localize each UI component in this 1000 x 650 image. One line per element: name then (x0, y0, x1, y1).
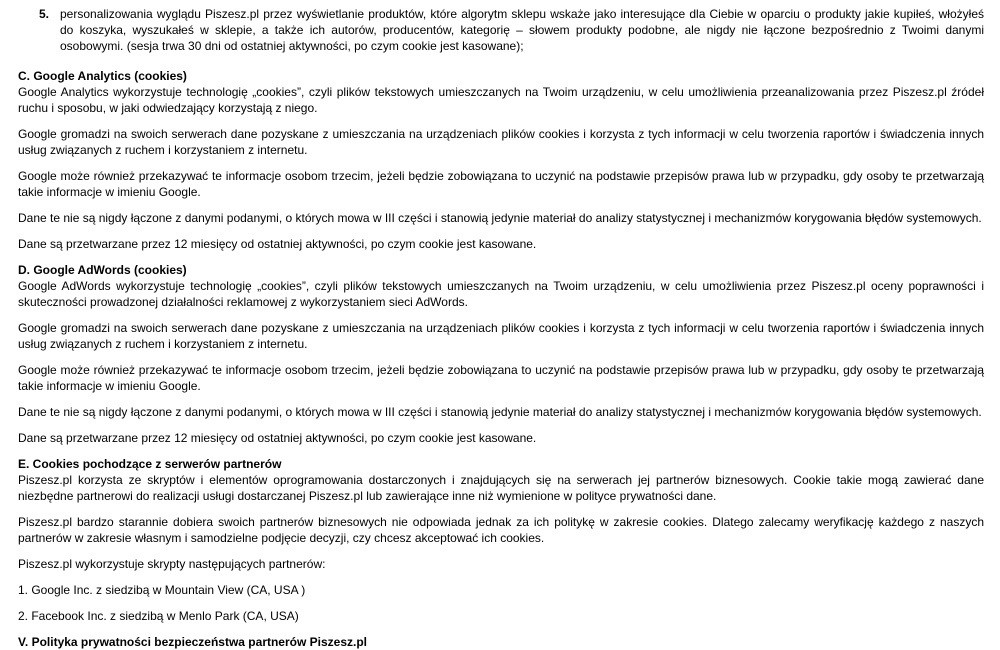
section-partner-cookies (18, 456, 984, 624)
section-google-analytics (18, 68, 984, 252)
section-google-adwords (18, 262, 984, 446)
paragraph: Google może również przekazywać te informacje osobom trzecim, jeżeli będzie zobowiązana to uczynić na podstawie przepisów prawa lub w przypadku, gdy osoby te przetwarzają takie informacje w imieniu Google. (18, 169, 984, 199)
partner-list-item: 2. Facebook Inc. z siedzibą w Menlo Park (CA, USA) (18, 609, 299, 623)
list-item-5 (39, 6, 984, 54)
partner-list-item: 1. Google Inc. z siedzibą w Mountain View (CA, USA ) (18, 583, 306, 597)
section-heading: D. Google AdWords (cookies) (18, 263, 187, 277)
paragraph: Dane są przetwarzane przez 12 miesięcy od ostatniej aktywności, po czym cookie jest kasowane. (18, 431, 537, 445)
paragraph: Google gromadzi na swoich serwerach dane pozyskane z umieszczania na urządzeniach plików cookies i korzysta z tych informacji w celu tworzenia raportów i świadczenia innych usług związanych z ruchem i korzystaniem z internetu. (18, 127, 984, 157)
section-heading: E. Cookies pochodzące z serwerów partnerów (18, 457, 282, 471)
chapter-heading: V. Polityka prywatności bezpieczeństwa partnerów Piszesz.pl (18, 635, 368, 649)
paragraph: Dane te nie są nigdy łączone z danymi podanymi, o których mowa w III części i stanowią jedynie materiał do analizy statystycznej i mechanizmów korygowania błędów systemowych. (18, 211, 982, 225)
paragraph: Piszesz.pl wykorzystuje skrypty następujących partnerów: (18, 557, 326, 571)
paragraph: Google gromadzi na swoich serwerach dane pozyskane z umieszczania na urządzeniach plików cookies i korzysta z tych informacji w celu tworzenia raportów i świadczenia innych usług związanych z ruchem i korzystaniem z internetu. (18, 321, 984, 351)
paragraph: Google może również przekazywać te informacje osobom trzecim, jeżeli będzie zobowiązana to uczynić na podstawie przepisów prawa lub w przypadku, gdy osoby te przetwarzają takie informacje w imieniu Google. (18, 363, 984, 393)
section-heading: C. Google Analytics (cookies) (18, 69, 187, 83)
paragraph: Piszesz.pl korzysta ze skryptów i elementów oprogramowania dostarczonych i znajdujących się na serwerach jej partnerów biznesowych. Cookie takie mogą zawierać dane niezbędne partnerowi do realizacji usługi dostarczanej Piszesz.pl lub zawierające inne niż wymienione w polityce prywatności dane. (18, 473, 984, 503)
paragraph: Piszesz.pl bardzo starannie dobiera swoich partnerów biznesowych nie odpowiada jednak za ich politykę w zakresie cookies. Dlatego zalecamy weryfikację każdego z naszych partnerów w zakresie własnym i samodzielne podjęcie decyzji, czy chcesz akceptować ich cookies. (18, 515, 984, 545)
list-item-number: 5. (39, 7, 50, 21)
paragraph: Dane te nie są nigdy łączone z danymi podanymi, o których mowa w III części i stanowią jedynie materiał do analizy statystycznej i mechanizmów korygowania błędów systemowych. (18, 405, 982, 419)
paragraph: Google AdWords wykorzystuje technologię „cookies”, czyli plików tekstowych umieszczanych na Twoim urządzeniu, w celu umożliwienia przez Piszesz.pl oceny poprawności i skuteczności prowadzonej działalności reklamowej z wykorzystaniem sieci AdWords. (18, 279, 984, 309)
list-item-text: personalizowania wyglądu Piszesz.pl przez wyświetlanie produktów, które algorytm sklepu wskaże jako interesujące dla Ciebie w oparciu o produkty jakie kupiłeś, włożyłeś do koszyka, wyszukałeś w sklepie, a także ich autorów, producentów, kategorię – słowem produkty podobne, ale nigdy nie łączone bezpośrednio z Twoimi danymi osobowymi. (sesja trwa 30 dni od ostatniej aktywności, po czym cookie jest kasowane); (60, 7, 984, 53)
document-page (18, 6, 984, 650)
paragraph: Dane są przetwarzane przez 12 miesięcy od ostatniej aktywności, po czym cookie jest kasowane. (18, 237, 537, 251)
paragraph: Google Analytics wykorzystuje technologię „cookies”, czyli plików tekstowych umieszczanych na Twoim urządzeniu, w celu umożliwienia przeanalizowania przez Piszesz.pl źródeł ruchu i sposobu, w jaki odwiedzający korzystają z niego. (18, 85, 984, 115)
